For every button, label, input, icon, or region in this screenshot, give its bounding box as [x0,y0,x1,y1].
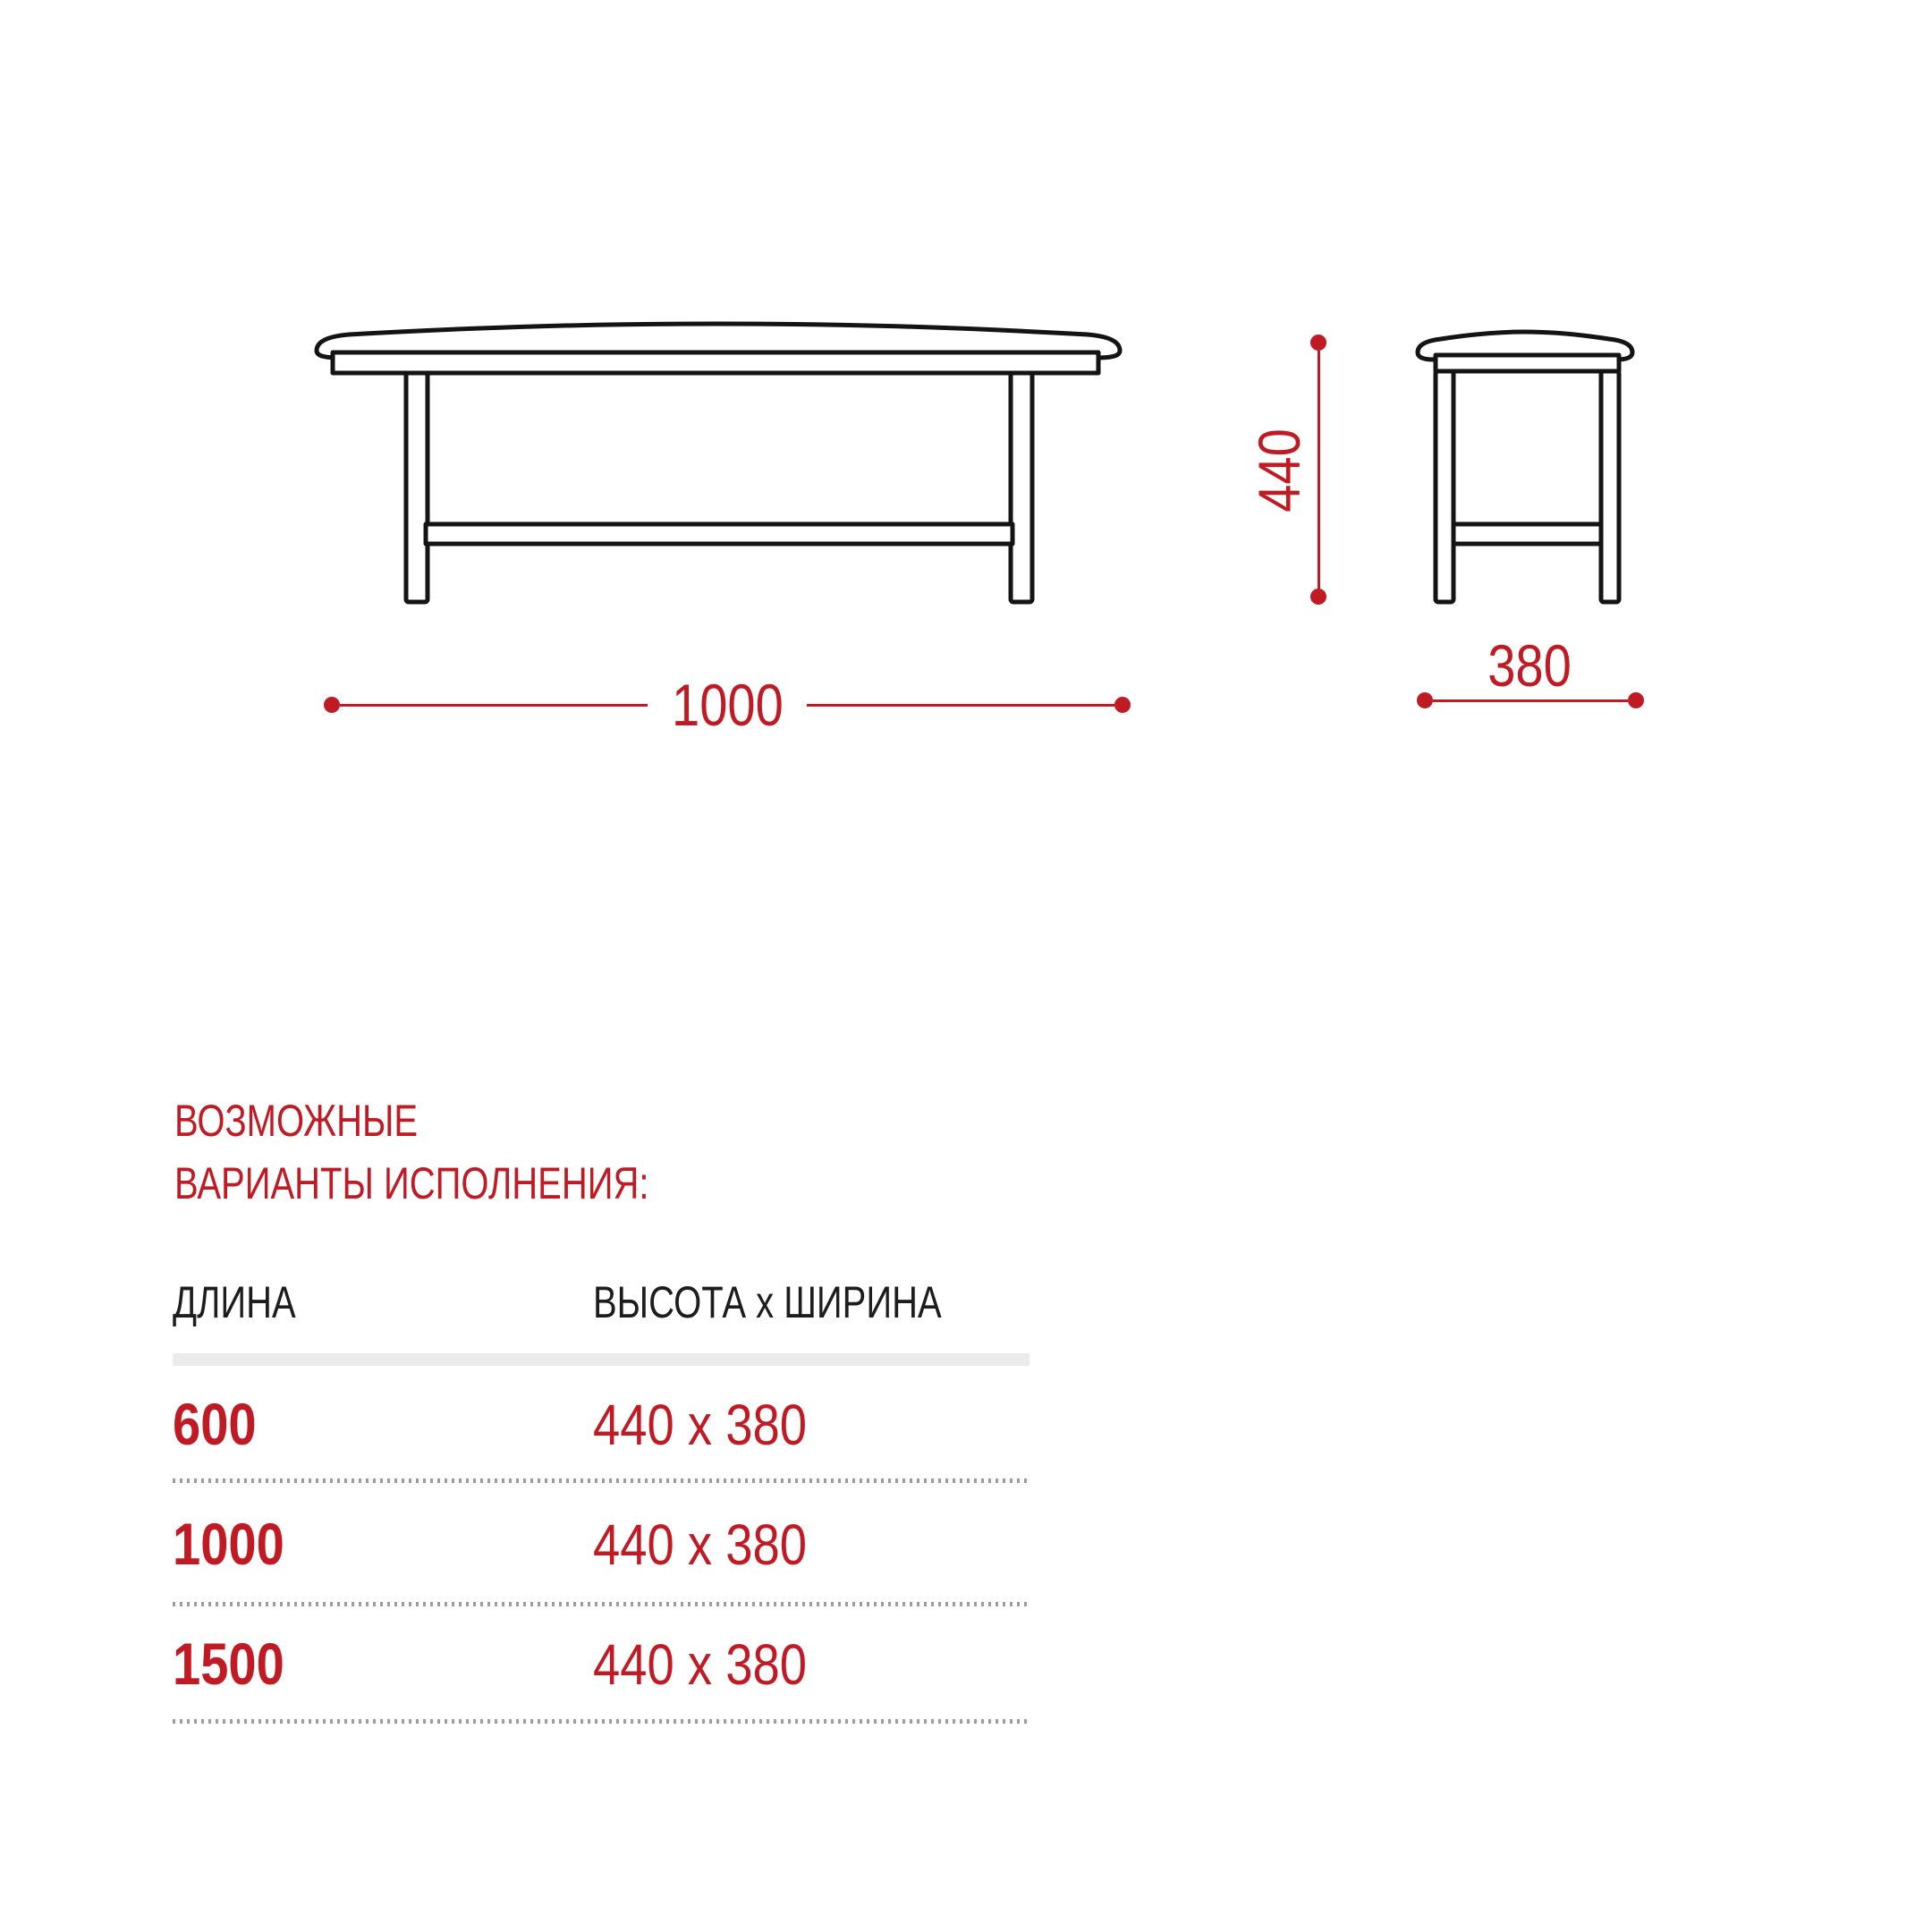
variants-title [174,1089,767,1215]
dotted-divider [173,1602,1030,1606]
row-length-value: 1500 [173,1631,284,1697]
front-stretcher [426,524,1013,544]
front-right-leg [1011,373,1032,602]
length-dimension [324,672,1131,738]
length-dimension-value: 1000 [671,672,784,738]
side-left-leg [1436,371,1453,602]
variants-title-line2: ВАРИАНТЫ ИСПОЛНЕНИЯ: [174,1158,649,1208]
height-dimension-value: 440 [1246,428,1312,513]
side-stretcher [1453,524,1601,544]
row-size-value: 440 x 380 [593,1513,807,1577]
dimension-dot [324,697,340,713]
front-apron [333,352,1098,373]
column-header-size: ВЫСОТА х ШИРИНА [593,1277,942,1327]
dimension-line [1433,699,1628,702]
dotted-divider [173,1479,1030,1483]
dotted-divider [173,1719,1030,1724]
dimension-dot [1310,335,1326,351]
dimension-line [340,704,648,707]
width-dimension-value: 380 [1487,632,1572,699]
dimension-dot [1310,589,1326,605]
height-dimension [1310,335,1326,605]
variants-title-line1: ВОЗМОЖНЫЕ [174,1096,419,1146]
dimension-line [807,704,1114,707]
front-left-leg [406,373,428,602]
dimension-dot [1628,692,1644,708]
row-length-value: 600 [173,1391,257,1457]
bench-front-view-drawing [304,320,1127,606]
width-dimension [1417,692,1644,708]
dimension-dot [1417,692,1433,708]
side-right-leg [1601,371,1619,602]
dimension-dot [1114,697,1131,713]
row-length-value: 1000 [173,1511,284,1577]
row-size-value: 440 x 380 [593,1393,807,1457]
variants-table [173,1277,1031,1727]
side-apron [1436,355,1619,371]
column-header-length: ДЛИНА [173,1277,296,1327]
table-header-underline [173,1353,1030,1366]
bench-side-view-drawing [1409,320,1650,606]
dimension-line [1318,351,1320,589]
row-size-value: 440 x 380 [593,1632,807,1697]
